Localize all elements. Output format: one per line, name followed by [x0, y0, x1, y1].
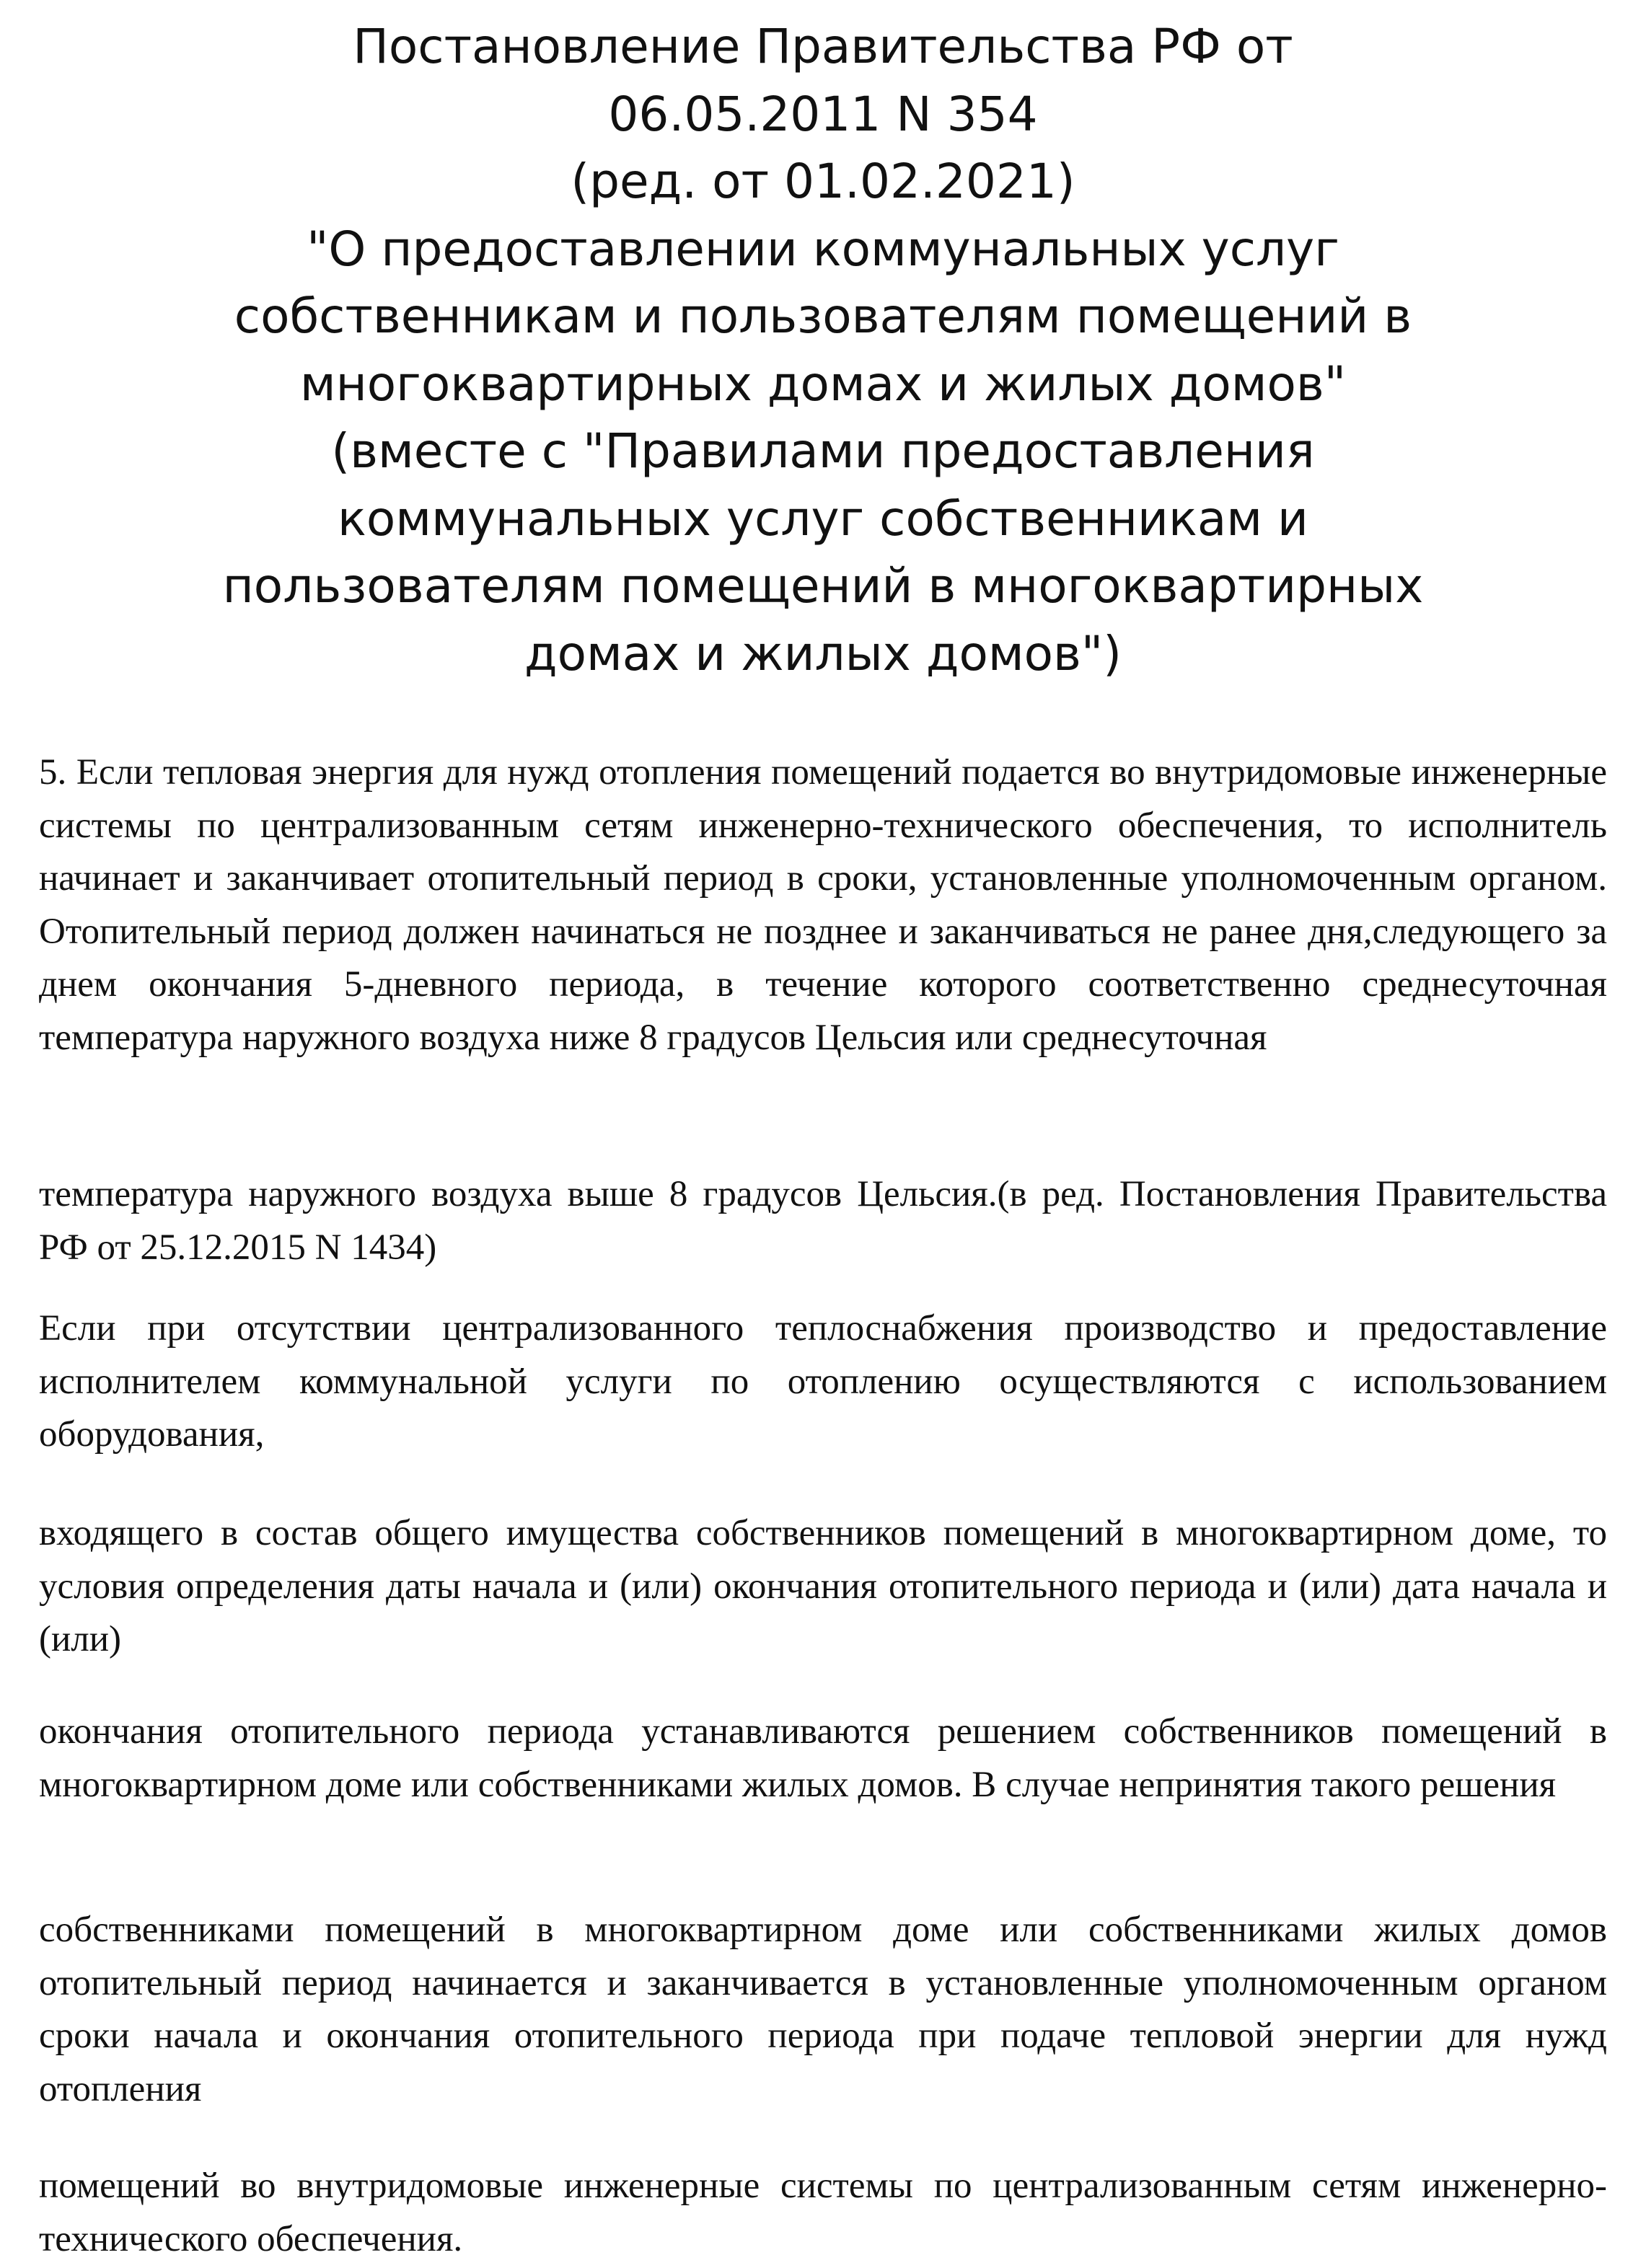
- title-line: собственникам и пользователям помещений в: [234, 288, 1412, 344]
- title-line: (ред. от 01.02.2021): [571, 154, 1075, 209]
- title-line: 06.05.2011 N 354: [608, 86, 1038, 142]
- paragraph: окончания отопительного периода устанавливаются решением собственников помещений в многоквартирном доме или собственниками жилых домов. В случае непринятия такого решения: [39, 1711, 1607, 1805]
- title-line: домах и жилых домов"): [524, 625, 1122, 681]
- paragraph: температура наружного воздуха выше 8 градусов Цельсия.(в ред. Постановления Правительства РФ от 25.12.2015 N 1434): [39, 1174, 1607, 1268]
- title-line: многоквартирных домах и жилых домов": [299, 356, 1347, 412]
- title-line: пользователям помещений в многоквартирных: [222, 558, 1424, 614]
- paragraph: входящего в состав общего имущества собственников помещений в многоквартирном доме, то условия определения даты начала и (или) окончания отопительного периода и (или) дата начала и (или): [39, 1513, 1607, 1659]
- title-line: (вместе с "Правилами предоставления: [331, 423, 1315, 479]
- title-line: коммунальных услуг собственникам и: [338, 490, 1308, 547]
- title-line: "О предоставлении коммунальных услуг: [307, 221, 1339, 277]
- paragraph-clause-5: 5. Если тепловая энергия для нужд отопления помещений подается во внутридомовые инженерные системы по централизованным сетям инженерно-технического обеспечения, то исполнитель начинает и заканчивает отопительный период в сроки, установленные уполномоченным органом. Отопительный период должен начинаться не позднее и заканчиваться не ранее дня,следующего за днем окончания 5-дневного периода, в течение которого соответственно среднесуточная температура наружного воздуха ниже 8 градусов Цельсия или среднесуточная: [39, 752, 1607, 1058]
- paragraph: собственниками помещений в многоквартирном доме или собственниками жилых домов отопительный период начинается и заканчивается в установленные уполномоченным органом сроки начала и окончания отопительного периода при подаче тепловой энергии для нужд отопления: [39, 1910, 1607, 2109]
- title-line: Постановление Правительства РФ от: [353, 19, 1293, 74]
- paragraph: Если при отсутствии централизованного теплоснабжения производство и предоставление исполнителем коммунальной услуги по отоплению осуществляются с использованием оборудования,: [39, 1308, 1607, 1455]
- document-title: [0, 13, 1646, 687]
- paragraph: помещений во внутридомовые инженерные системы по централизованным сетям инженерно-технического обеспечения.: [39, 2166, 1607, 2259]
